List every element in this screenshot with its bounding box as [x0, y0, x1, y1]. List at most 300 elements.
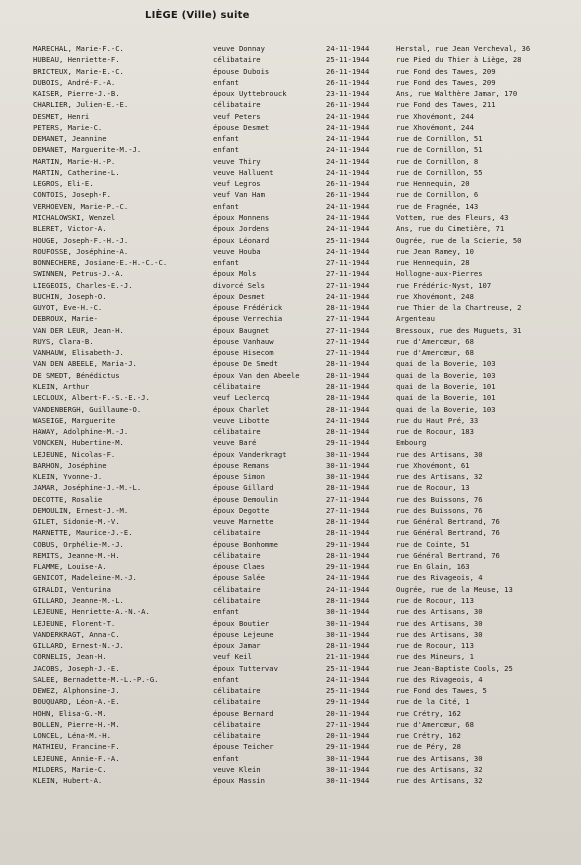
- death-date: 24-11-1944: [326, 584, 370, 594]
- address: quai de la Boverie, 103: [396, 404, 496, 414]
- list-item: [0, 156, 581, 167]
- death-date: 30-11-1944: [326, 607, 370, 617]
- civil-status: épouse Claes: [213, 562, 265, 572]
- address: rue de Cornillon, 51: [396, 145, 483, 155]
- address: rue Frédéric-Nyst, 107: [396, 280, 492, 290]
- death-date: 24-11-1944: [326, 44, 370, 53]
- address: rue d'Amercœur, 68: [396, 348, 474, 358]
- list-item: [0, 223, 581, 234]
- death-date: 28-11-1944: [326, 393, 370, 403]
- person-name: LEGROS, Eli-E.: [33, 179, 94, 189]
- civil-status: célibataire: [213, 686, 261, 696]
- death-date: 26-11-1944: [326, 66, 370, 76]
- list-item: [0, 99, 581, 110]
- civil-status: célibataire: [213, 731, 261, 741]
- list-item: [0, 595, 581, 606]
- person-name: MATHIEU, Francine-F.: [33, 742, 120, 752]
- list-item: [0, 494, 581, 505]
- person-name: JAMAR, Joséphine-J.-M.-L.: [33, 483, 142, 493]
- civil-status: veuve Thiry: [213, 156, 261, 166]
- civil-status: célibataire: [213, 719, 261, 729]
- list-item: [0, 415, 581, 426]
- list-item: [0, 426, 581, 437]
- address: rue des Artisans, 30: [396, 618, 483, 628]
- civil-status: épouse De Smedt: [213, 359, 278, 369]
- civil-status: veuf Legros: [213, 179, 261, 189]
- list-item: [0, 133, 581, 144]
- address: rue du Haut Pré, 33: [396, 415, 479, 425]
- address: rue Xhovémont, 244: [396, 111, 474, 121]
- list-item: [0, 527, 581, 538]
- list-item: [0, 696, 581, 707]
- list-item: [0, 291, 581, 302]
- civil-status: enfant: [213, 753, 239, 763]
- civil-status: enfant: [213, 145, 239, 155]
- death-date: 30-11-1944: [326, 753, 370, 763]
- civil-status: veuve Donnay: [213, 44, 265, 53]
- person-name: GILLARD, Ernest-N.-J.: [33, 641, 124, 651]
- list-item: [0, 313, 581, 324]
- address: quai de la Boverie, 103: [396, 359, 496, 369]
- death-date: 24-11-1944: [326, 415, 370, 425]
- civil-status: enfant: [213, 77, 239, 87]
- civil-status: veuf Van Ham: [213, 190, 265, 200]
- civil-status: époux Degotte: [213, 505, 270, 515]
- civil-status: époux Van den Abeele: [213, 370, 300, 380]
- civil-status: époux Jamar: [213, 641, 261, 651]
- address: Ans, rue Walthère Jamar, 170: [396, 89, 518, 99]
- address: rue de Cornillon, 8: [396, 156, 479, 166]
- civil-status: épouse Teicher: [213, 742, 274, 752]
- list-item: [0, 257, 581, 268]
- address: rue d'Amercœur, 68: [396, 336, 474, 346]
- death-date: 26-11-1944: [326, 100, 370, 110]
- list-item: [0, 88, 581, 99]
- civil-status: veuve Libotte: [213, 415, 270, 425]
- death-date: 27-11-1944: [326, 280, 370, 290]
- person-name: LEJEUNE, Annie-F.-A.: [33, 753, 120, 763]
- address: rue Xhovémont, 244: [396, 122, 474, 132]
- address: Vottem, rue des Fleurs, 43: [396, 212, 509, 222]
- person-name: LECLOUX, Albert-F.-S.-E.-J.: [33, 393, 150, 403]
- person-name: LEJEUNE, Henriette-A.-N.-A.: [33, 607, 150, 617]
- civil-status: époux Mols: [213, 269, 257, 279]
- civil-status: époux Vanderkragt: [213, 449, 287, 459]
- list-item: [0, 212, 581, 223]
- list-item: [0, 775, 581, 786]
- death-date: 24-11-1944: [326, 201, 370, 211]
- person-name: GILET, Sidonie-M.-V.: [33, 517, 120, 527]
- address: rue Pied du Thier à Liège, 28: [396, 55, 522, 65]
- person-name: KAISER, Pierre-J.-B.: [33, 89, 120, 99]
- death-date: 25-11-1944: [326, 686, 370, 696]
- address: rue En Glain, 163: [396, 562, 470, 572]
- address: rue de Fragnée, 143: [396, 201, 479, 211]
- person-name: GENICOT, Madeleine-M.-J.: [33, 573, 137, 583]
- death-date: 28-11-1944: [326, 427, 370, 437]
- person-name: DEWEZ, Alphonsine-J.: [33, 686, 120, 696]
- death-date: 28-11-1944: [326, 641, 370, 651]
- list-item: [0, 730, 581, 741]
- address: rue de Péry, 28: [396, 742, 461, 752]
- death-date: 28-11-1944: [326, 517, 370, 527]
- list-item: [0, 539, 581, 550]
- list-item: [0, 471, 581, 482]
- person-name: DEMANET, Jeannine: [33, 134, 107, 144]
- person-name: MILDERS, Marie-C.: [33, 765, 107, 774]
- list-item: [0, 66, 581, 77]
- address: Hollogne-aux-Pierres: [396, 269, 483, 279]
- death-date: 27-11-1944: [326, 348, 370, 358]
- person-name: SALEE, Bernadette-M.-L.-P.-G.: [33, 674, 159, 684]
- list-item: [0, 201, 581, 212]
- list-item: [0, 505, 581, 516]
- civil-status: célibataire: [213, 55, 261, 65]
- list-item: [0, 460, 581, 471]
- civil-status: célibataire: [213, 550, 261, 560]
- list-item: [0, 572, 581, 583]
- address: rue Fond des Tawes, 5: [396, 686, 487, 696]
- death-date: 27-11-1944: [326, 494, 370, 504]
- civil-status: épouse Desmet: [213, 122, 270, 132]
- civil-status: veuve Marnette: [213, 517, 274, 527]
- civil-status: veuve Houba: [213, 246, 261, 256]
- death-date: 30-11-1944: [326, 765, 370, 774]
- person-name: FLAMME, Louise-A.: [33, 562, 107, 572]
- list-item: [0, 280, 581, 291]
- person-name: MARTIN, Marie-H.-P.: [33, 156, 116, 166]
- death-date: 30-11-1944: [326, 460, 370, 470]
- list-item: [0, 629, 581, 640]
- death-date: 27-11-1944: [326, 505, 370, 515]
- address: Argenteau: [396, 314, 435, 324]
- person-name: MARTIN, Catherine-L.: [33, 167, 120, 177]
- list-item: [0, 358, 581, 369]
- death-date: 24-11-1944: [326, 224, 370, 234]
- civil-status: veuf Peters: [213, 111, 261, 121]
- civil-status: épouse Remans: [213, 460, 270, 470]
- death-date: 29-11-1944: [326, 742, 370, 752]
- death-date: 20-11-1944: [326, 731, 370, 741]
- civil-status: célibataire: [213, 584, 261, 594]
- civil-status: veuf Keil: [213, 652, 252, 662]
- list-item: [0, 404, 581, 415]
- death-date: 25-11-1944: [326, 55, 370, 65]
- list-item: [0, 618, 581, 629]
- address: rue de la Cité, 1: [396, 697, 470, 707]
- person-name: KLEIN, Arthur: [33, 381, 90, 391]
- list-item: [0, 482, 581, 493]
- address: rue de Cornillon, 55: [396, 167, 483, 177]
- person-name: PETERS, Marie-C.: [33, 122, 103, 132]
- address: rue de Cornillon, 51: [396, 134, 483, 144]
- address: Bressoux, rue des Muguets, 31: [396, 325, 522, 335]
- address: Ougrée, rue de la Meuse, 13: [396, 584, 513, 594]
- death-date: 24-11-1944: [326, 212, 370, 222]
- death-date: 27-11-1944: [326, 258, 370, 268]
- address: rue des Artisans, 30: [396, 449, 483, 459]
- list-item: [0, 370, 581, 381]
- civil-status: enfant: [213, 607, 239, 617]
- civil-status: épouse Hisecom: [213, 348, 274, 358]
- address: rue des Rivageois, 4: [396, 573, 483, 583]
- person-name: DEMOULIN, Ernest-J.-M.: [33, 505, 129, 515]
- address: rue des Artisans, 30: [396, 753, 483, 763]
- list-item: [0, 268, 581, 279]
- person-name: VONCKEN, Hubertine-M.: [33, 438, 124, 448]
- person-name: VANDENBERGH, Guillaume-O.: [33, 404, 142, 414]
- person-name: LEJEUNE, Nicolas-F.: [33, 449, 116, 459]
- list-item: [0, 640, 581, 651]
- address: rue Fond des Tawes, 211: [396, 100, 496, 110]
- address: rue Hennequin, 20: [396, 179, 470, 189]
- address: Herstal, rue Jean Vercheval, 36: [396, 44, 531, 53]
- address: rue de Rocour, 113: [396, 596, 474, 606]
- person-name: LEJEUNE, Florent-T.: [33, 618, 116, 628]
- list-item: [0, 144, 581, 155]
- address: rue Crétry, 162: [396, 731, 461, 741]
- list-item: [0, 178, 581, 189]
- civil-status: époux Monnens: [213, 212, 270, 222]
- address: rue de Rocour, 183: [396, 427, 474, 437]
- death-date: 28-11-1944: [326, 359, 370, 369]
- address: rue Jean-Baptiste Cools, 25: [396, 663, 513, 673]
- person-name: REMITS, Jeanne-M.-H.: [33, 550, 120, 560]
- person-name: DEMANET, Marguerite-M.-J.: [33, 145, 142, 155]
- death-date: 27-11-1944: [326, 314, 370, 324]
- death-date: 28-11-1944: [326, 370, 370, 380]
- death-date: 24-11-1944: [326, 246, 370, 256]
- person-name: DECOTTE, Rosalie: [33, 494, 103, 504]
- death-date: 29-11-1944: [326, 438, 370, 448]
- list-item: [0, 43, 581, 54]
- address: rue des Buissons, 76: [396, 494, 483, 504]
- civil-status: enfant: [213, 674, 239, 684]
- address: rue d'Amercœur, 68: [396, 719, 474, 729]
- address: rue des Mineurs, 1: [396, 652, 474, 662]
- list-item: [0, 764, 581, 775]
- address: rue Hennequin, 28: [396, 258, 470, 268]
- address: quai de la Boverie, 103: [396, 370, 496, 380]
- death-date: 29-11-1944: [326, 562, 370, 572]
- list-item: [0, 381, 581, 392]
- person-name: BRICTEUX, Marie-E.-C.: [33, 66, 124, 76]
- person-name: HAWAY, Adolphine-M.-J.: [33, 427, 129, 437]
- civil-status: enfant: [213, 134, 239, 144]
- address: rue Crétry, 162: [396, 708, 461, 718]
- civil-status: veuf Leclercq: [213, 393, 270, 403]
- address: rue Général Bertrand, 76: [396, 550, 500, 560]
- person-name: GIRALDI, Venturina: [33, 584, 111, 594]
- civil-status: époux Baugnet: [213, 325, 270, 335]
- death-date: 24-11-1944: [326, 573, 370, 583]
- list-item: [0, 663, 581, 674]
- list-item: [0, 167, 581, 178]
- civil-status: célibataire: [213, 427, 261, 437]
- list-item: [0, 550, 581, 561]
- address: rue de Rocour, 113: [396, 641, 474, 651]
- address: quai de la Boverie, 101: [396, 381, 496, 391]
- person-name: BLERET, Victor-A.: [33, 224, 107, 234]
- civil-status: célibataire: [213, 100, 261, 110]
- civil-status: enfant: [213, 258, 239, 268]
- death-date: 20-11-1944: [326, 708, 370, 718]
- person-name: HUBEAU, Henriette-F.: [33, 55, 120, 65]
- address: rue Général Bertrand, 76: [396, 528, 500, 538]
- address: Embourg: [396, 438, 427, 448]
- person-name: KLEIN, Yvonne-J.: [33, 472, 103, 482]
- death-date: 28-11-1944: [326, 596, 370, 606]
- death-date: 27-11-1944: [326, 325, 370, 335]
- list-item: [0, 674, 581, 685]
- civil-status: veuve Baré: [213, 438, 257, 448]
- death-date: 25-11-1944: [326, 235, 370, 245]
- list-item: [0, 347, 581, 358]
- death-date: 30-11-1944: [326, 618, 370, 628]
- death-date: 28-11-1944: [326, 404, 370, 414]
- list-item: [0, 685, 581, 696]
- person-name: MARECHAL, Marie-F.-C.: [33, 44, 124, 53]
- death-date: 24-11-1944: [326, 145, 370, 155]
- person-name: MARNETTE, Maurice-J.-E.: [33, 528, 133, 538]
- list-item: [0, 584, 581, 595]
- person-name: BARHON, Joséphine: [33, 460, 107, 470]
- person-name: KLEIN, Hubert-A.: [33, 776, 103, 786]
- victim-list: [0, 43, 581, 787]
- civil-status: épouse Simon: [213, 472, 265, 482]
- civil-status: époux Uyttebrouck: [213, 89, 287, 99]
- civil-status: épouse Vanhauw: [213, 336, 274, 346]
- list-item: [0, 392, 581, 403]
- civil-status: époux Charlet: [213, 404, 270, 414]
- death-date: 30-11-1944: [326, 629, 370, 639]
- death-date: 24-11-1944: [326, 167, 370, 177]
- civil-status: épouse Frédérick: [213, 303, 283, 313]
- person-name: CHARLIER, Julien-E.-E.: [33, 100, 129, 110]
- person-name: VANHAUW, Elisabeth-J.: [33, 348, 124, 358]
- list-item: [0, 77, 581, 88]
- address: rue de Cornillon, 6: [396, 190, 479, 200]
- person-name: BUCHIN, Joseph-O.: [33, 291, 107, 301]
- person-name: SWINNEN, Petrus-J.-A.: [33, 269, 124, 279]
- person-name: HOHN, Elisa-G.-M.: [33, 708, 107, 718]
- person-name: VAN DER LEUR, Jean-H.: [33, 325, 124, 335]
- person-name: LONCEL, Léna-M.-H.: [33, 731, 111, 741]
- list-item: [0, 111, 581, 122]
- person-name: BONNECHERE, Josiane-E.-H.-C.-C.: [33, 258, 168, 268]
- death-date: 27-11-1944: [326, 269, 370, 279]
- civil-status: célibataire: [213, 528, 261, 538]
- address: rue de Rocour, 13: [396, 483, 470, 493]
- address: rue des Artisans, 32: [396, 472, 483, 482]
- person-name: COBUS, Orphélie-M.-J.: [33, 539, 124, 549]
- civil-status: épouse Dubois: [213, 66, 270, 76]
- death-date: 28-11-1944: [326, 483, 370, 493]
- civil-status: célibataire: [213, 596, 261, 606]
- person-name: MICHALOWSKI, Wenzel: [33, 212, 116, 222]
- address: Ans, rue du Cimetière, 71: [396, 224, 505, 234]
- civil-status: veuve Halluent: [213, 167, 274, 177]
- person-name: GILLARD, Jeanne-M.-L.: [33, 596, 124, 606]
- death-date: 30-11-1944: [326, 449, 370, 459]
- death-date: 28-11-1944: [326, 528, 370, 538]
- person-name: BOLLEN, Pierre-H.-M.: [33, 719, 120, 729]
- civil-status: épouse Bernard: [213, 708, 274, 718]
- death-date: 29-11-1944: [326, 697, 370, 707]
- list-item: [0, 651, 581, 662]
- list-item: [0, 708, 581, 719]
- civil-status: époux Tuttervav: [213, 663, 278, 673]
- death-date: 24-11-1944: [326, 134, 370, 144]
- civil-status: célibataire: [213, 381, 261, 391]
- list-item: [0, 561, 581, 572]
- civil-status: époux Boutier: [213, 618, 270, 628]
- civil-status: enfant: [213, 201, 239, 211]
- list-item: [0, 122, 581, 133]
- death-date: 25-11-1944: [326, 663, 370, 673]
- list-item: [0, 741, 581, 752]
- civil-status: époux Massin: [213, 776, 265, 786]
- list-item: [0, 449, 581, 460]
- civil-status: époux Jordens: [213, 224, 270, 234]
- address: rue des Rivageois, 4: [396, 674, 483, 684]
- address: rue Xhovémont, 61: [396, 460, 470, 470]
- death-date: 26-11-1944: [326, 179, 370, 189]
- death-date: 28-11-1944: [326, 303, 370, 313]
- list-item: [0, 606, 581, 617]
- death-date: 24-11-1944: [326, 291, 370, 301]
- address: rue des Artisans, 30: [396, 629, 483, 639]
- list-item: [0, 336, 581, 347]
- death-date: 24-11-1944: [326, 674, 370, 684]
- address: rue Général Bertrand, 76: [396, 517, 500, 527]
- civil-status: célibataire: [213, 697, 261, 707]
- civil-status: épouse Salée: [213, 573, 265, 583]
- person-name: CONTOIS, Joseph-F.: [33, 190, 111, 200]
- address: Ougrée, rue de la Scierie, 50: [396, 235, 522, 245]
- address: rue des Artisans, 32: [396, 765, 483, 774]
- death-date: 24-11-1944: [326, 156, 370, 166]
- address: rue des Buissons, 76: [396, 505, 483, 515]
- death-date: 30-11-1944: [326, 776, 370, 786]
- death-date: 28-11-1944: [326, 381, 370, 391]
- person-name: JACOBS, Joseph-J.-E.: [33, 663, 120, 673]
- person-name: DE SMEDT, Bénédictus: [33, 370, 120, 380]
- list-item: [0, 753, 581, 764]
- death-date: 21-11-1944: [326, 652, 370, 662]
- death-date: 29-11-1944: [326, 539, 370, 549]
- person-name: BOUQUARD, Léon-A.-E.: [33, 697, 120, 707]
- person-name: ROUFOSSE, Joséphine-A.: [33, 246, 129, 256]
- death-date: 24-11-1944: [326, 111, 370, 121]
- death-date: 23-11-1944: [326, 89, 370, 99]
- person-name: GUYOT, Eve-H.-C.: [33, 303, 103, 313]
- list-item: [0, 189, 581, 200]
- death-date: 26-11-1944: [326, 190, 370, 200]
- person-name: LIEGEOIS, Charles-E.-J.: [33, 280, 133, 290]
- address: quai de la Boverie, 101: [396, 393, 496, 403]
- list-item: [0, 719, 581, 730]
- page-title: LIÈGE (Ville) suite: [145, 10, 250, 21]
- person-name: WASEIGE, Marguerite: [33, 415, 116, 425]
- civil-status: épouse Verrechia: [213, 314, 283, 324]
- death-date: 27-11-1944: [326, 719, 370, 729]
- person-name: VANDERKRAGT, Anna-C.: [33, 629, 120, 639]
- civil-status: veuve Klein: [213, 765, 261, 774]
- person-name: DEBROUX, Marie-: [33, 314, 98, 324]
- address: rue Xhovémont, 248: [396, 291, 474, 301]
- list-item: [0, 437, 581, 448]
